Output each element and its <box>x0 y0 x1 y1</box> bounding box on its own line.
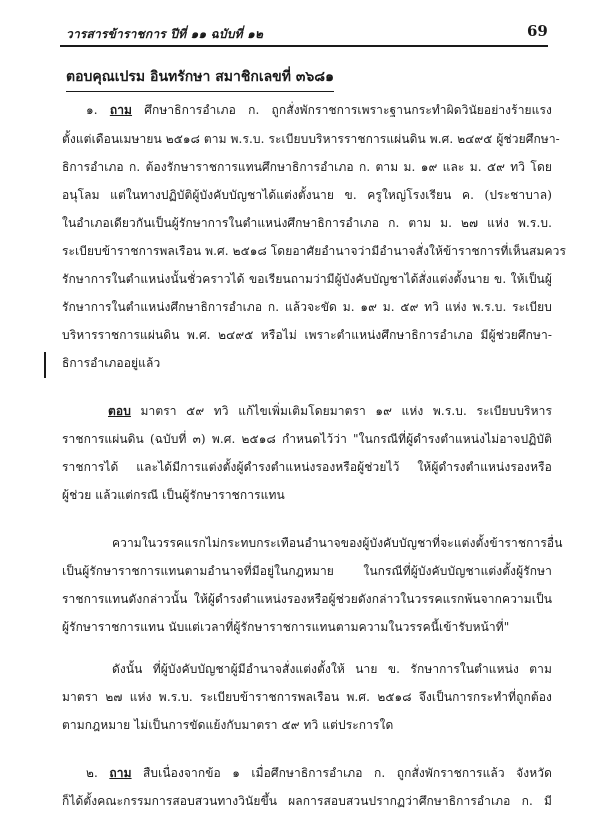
page-number: 69 <box>527 22 548 40</box>
paragraph-line: สืบเนื่องจากข้อ ๑ เมื่อศึกษาธิการอำเภอ ก. ถูกสั่งพักราชการแล้ว จังหวัด <box>143 766 552 780</box>
question-1-keyword: ถาม <box>109 103 133 117</box>
journal-title: วารสารข้าราชการ ปีที่ ๑๑ ฉบับที่ ๑๒ <box>66 27 264 41</box>
margin-mark <box>44 352 46 378</box>
answer-1-keyword: ตอบ <box>108 404 131 418</box>
answer-1-first-line <box>108 402 552 421</box>
paragraph-line: ธิการอำเภอ ก. ต้องรักษาราชการแทนศึกษาธิการอำเภอ ก. ตาม ม. ๑๙ และ ม. ๕๙ ทวิ โดย <box>62 160 552 174</box>
paragraph-line: ศึกษาธิการอำเภอ ก. ถูกสั่งพักราชการเพราะฐานกระทำผิดวินัยอย่างร้ายแรง <box>144 103 552 117</box>
paragraph-line: ราชการแผ่นดิน (ฉบับที่ ๓) พ.ศ. ๒๕๑๘ กำหนดไว้ว่า "ในกรณีที่ผู้ดำรงตำแหน่งไม่อาจปฏิบัติ <box>62 432 552 446</box>
paragraph-line: ราชการแทนดังกล่าวนั้น ให้ผู้ดำรงตำแหน่งรองหรือผู้ช่วยดังกล่าวในวรรคแรกพ้นจากความเป็น <box>62 592 552 606</box>
paragraph-line: ตั้งแต่เดือนเมษายน ๒๕๑๘ ตาม พ.ร.บ. ระเบียบบริหารราชการแผ่นดิน พ.ศ. ๒๔๙๕ ผู้ช่วยศึกษา- <box>62 132 560 146</box>
paragraph-line: ผู้รักษาราชการแทน นับแต่เวลาที่ผู้รักษาราชการแทนตามความในวรรคนี้เข้ารับหน้าที่" <box>62 620 510 634</box>
paragraph-line: ระเบียบข้าราชการพลเรือน พ.ศ. ๒๕๑๘ โดยอาศัยอำนาจว่ามีอำนาจสั่งให้ข้าราชการที่เห็นสมควร <box>62 244 566 258</box>
paragraph-line: ในอำเภอเดียวกันเป็นผู้รักษาการในตำแหน่งศึกษาธิการอำเภอ ก. ตาม ม. ๒๗ แห่ง พ.ร.บ. <box>62 216 552 230</box>
section-heading: ตอบคุณเปรม อินทรักษา สมาชิกเลขที่ ๓๖๘๑ <box>66 66 334 88</box>
paragraph-line: รักษาการในตำแหน่งนั้นชั่วคราวได้ ขอเรียนถามว่ามีผู้บังคับบัญชาได้สั่งแต่งตั้งนาย ข. ให้เป็นผู้ <box>62 272 552 286</box>
paragraph-line: มาตรา ๒๗ แห่ง พ.ร.บ. ระเบียบข้าราชการพลเรือน พ.ศ. ๒๕๑๘ จึงเป็นการกระทำที่ถูกต้อง <box>62 690 552 704</box>
paragraph-line: ราชการได้ และได้มีการแต่งตั้งผู้ดำรงตำแหน่งรองหรือผู้ช่วยไว้ ให้ผู้ดำรงตำแหน่งรองหรือ <box>62 460 552 474</box>
question-2-number: ๒. <box>86 766 98 780</box>
paragraph-line: ธิการอำเภออยู่แล้ว <box>62 356 161 370</box>
paragraph-line: ดังนั้น ที่ผู้บังคับบัญชาผู้มีอำนาจสั่งแต่งตั้งให้ นาย ข. รักษาการในตำแหน่ง ตาม <box>112 662 552 676</box>
question-2-first-line <box>86 764 552 783</box>
paragraph-line: ผู้ช่วย แล้วแต่กรณี เป็นผู้รักษาราชการแทน <box>62 488 285 502</box>
paragraph-line: รักษาการในตำแหน่งศึกษาธิการอำเภอ ก. แล้วจะขัด ม. ๑๙ ม. ๕๙ ทวิ แห่ง พ.ร.บ. ระเบียบ <box>62 300 552 314</box>
paragraph-line: มาตรา ๕๙ ทวิ แก้ไขเพิ่มเติมโดยมาตรา ๑๙ แห่ง พ.ร.บ. ระเบียบบริหาร <box>140 404 552 418</box>
question-2-keyword: ถาม <box>109 766 132 780</box>
header-divider <box>60 45 548 47</box>
paragraph-line: ตามกฎหมาย ไม่เป็นการขัดแย้งกับมาตรา ๕๙ ทวิ แต่ประการใด <box>62 718 394 732</box>
question-1-first-line <box>86 101 552 120</box>
paragraph-line: ก็ได้ตั้งคณะกรรมการสอบสวนทางวินัยขึ้น ผลการสอบสวนปรากฏว่าศึกษาธิการอำเภอ ก. มี <box>62 794 552 808</box>
paragraph-line: เป็นผู้รักษาราชการแทนตามอำนาจที่มีอยู่ในกฎหมาย ในกรณีที่ผู้บังคับบัญชาแต่งตั้งผู้รักษา <box>62 564 552 578</box>
question-1-number: ๑. <box>86 103 98 117</box>
paragraph-line: ความในวรรคแรกไม่กระทบกระเทือนอำนาจของผู้บังคับบัญชาที่จะแต่งตั้งข้าราชการอื่น <box>112 536 563 550</box>
paragraph-line: บริหารราชการแผ่นดิน พ.ศ. ๒๔๙๕ หรือไม่ เพราะตำแหน่งศึกษาธิการอำเภอ มีผู้ช่วยศึกษา- <box>62 328 552 342</box>
paragraph-line: อนุโลม แต่ในทางปฏิบัติผู้บังคับบัญชาได้แต่งตั้งนาย ข. ครูใหญ่โรงเรียน ค. (ประชาบาล) <box>62 188 552 202</box>
